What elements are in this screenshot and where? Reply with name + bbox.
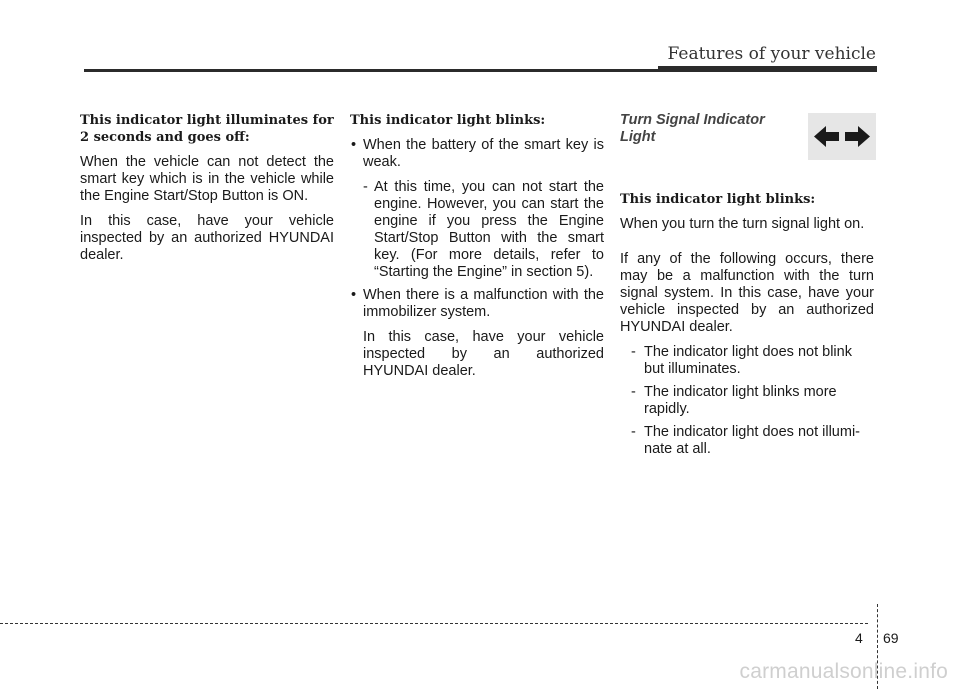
column-left bbox=[80, 112, 334, 272]
turn-signal-arrows-icon bbox=[808, 113, 876, 160]
page-number: 69 bbox=[883, 630, 899, 646]
condition-item bbox=[620, 384, 874, 418]
bullet-text: When there is a malfunction with the immobilizer system. bbox=[363, 287, 604, 320]
dash-mark: - bbox=[363, 179, 368, 195]
header-rule-accent bbox=[658, 66, 877, 72]
column-right-paragraph-1: When you turn the turn signal light on. bbox=[620, 216, 865, 232]
running-header: Features of your vehicle bbox=[667, 44, 876, 64]
column-left-heading: This indicator light illuminates for 2 seconds and goes off: bbox=[80, 113, 334, 145]
column-left-paragraph-1: When the vehicle can not detect the smart key which is in the vehicle while the Engine Start/Stop Button is ON. bbox=[80, 154, 334, 204]
column-left-paragraph-2: In this case, have your vehicle inspected by an authorized HYUNDAI dealer. bbox=[80, 213, 334, 263]
bullet-text: When the battery of the smart key is weak. bbox=[363, 137, 604, 170]
footer-rule bbox=[0, 623, 868, 624]
column-middle-heading: This indicator light blinks: bbox=[350, 113, 546, 128]
dash-mark: - bbox=[631, 384, 636, 400]
dash-mark: - bbox=[631, 424, 636, 440]
sub-item-text: At this time, you can not start the engine. However, you can start the engine if you press the Engine Start/Stop Button with the smart key. (For more details, refer to “Starting the Engine” in section 5). bbox=[374, 179, 604, 280]
column-right-paragraph-2: If any of the following occurs, there may be a malfunction with the turn signal system. In this case, have your vehicle inspected by an authorized HYUNDAI dealer. bbox=[620, 251, 874, 335]
indented-paragraph: In this case, have your vehicle inspected by an authorized HYUNDAI dealer. bbox=[363, 329, 604, 379]
bullet-dot-icon: • bbox=[351, 287, 357, 303]
sub-item bbox=[350, 179, 604, 281]
column-right bbox=[620, 112, 874, 464]
condition-text: The indicator light does not illumi- nate at all. bbox=[644, 424, 860, 457]
condition-item bbox=[620, 344, 874, 378]
column-right-heading: This indicator light blinks: bbox=[620, 192, 816, 207]
column-middle bbox=[350, 112, 604, 388]
bullet-item bbox=[350, 137, 604, 171]
chapter-number: 4 bbox=[855, 630, 863, 646]
watermark: carmanualsonline.info bbox=[739, 660, 948, 683]
section-title: Turn Signal Indicator Light bbox=[620, 112, 765, 145]
bullet-item bbox=[350, 287, 604, 321]
condition-item bbox=[620, 424, 874, 458]
bullet-dot-icon: • bbox=[351, 137, 357, 153]
condition-text: The indicator light does not blink but illuminates. bbox=[644, 344, 852, 377]
dash-mark: - bbox=[631, 344, 636, 360]
condition-text: The indicator light blinks more rapidly. bbox=[644, 384, 837, 417]
